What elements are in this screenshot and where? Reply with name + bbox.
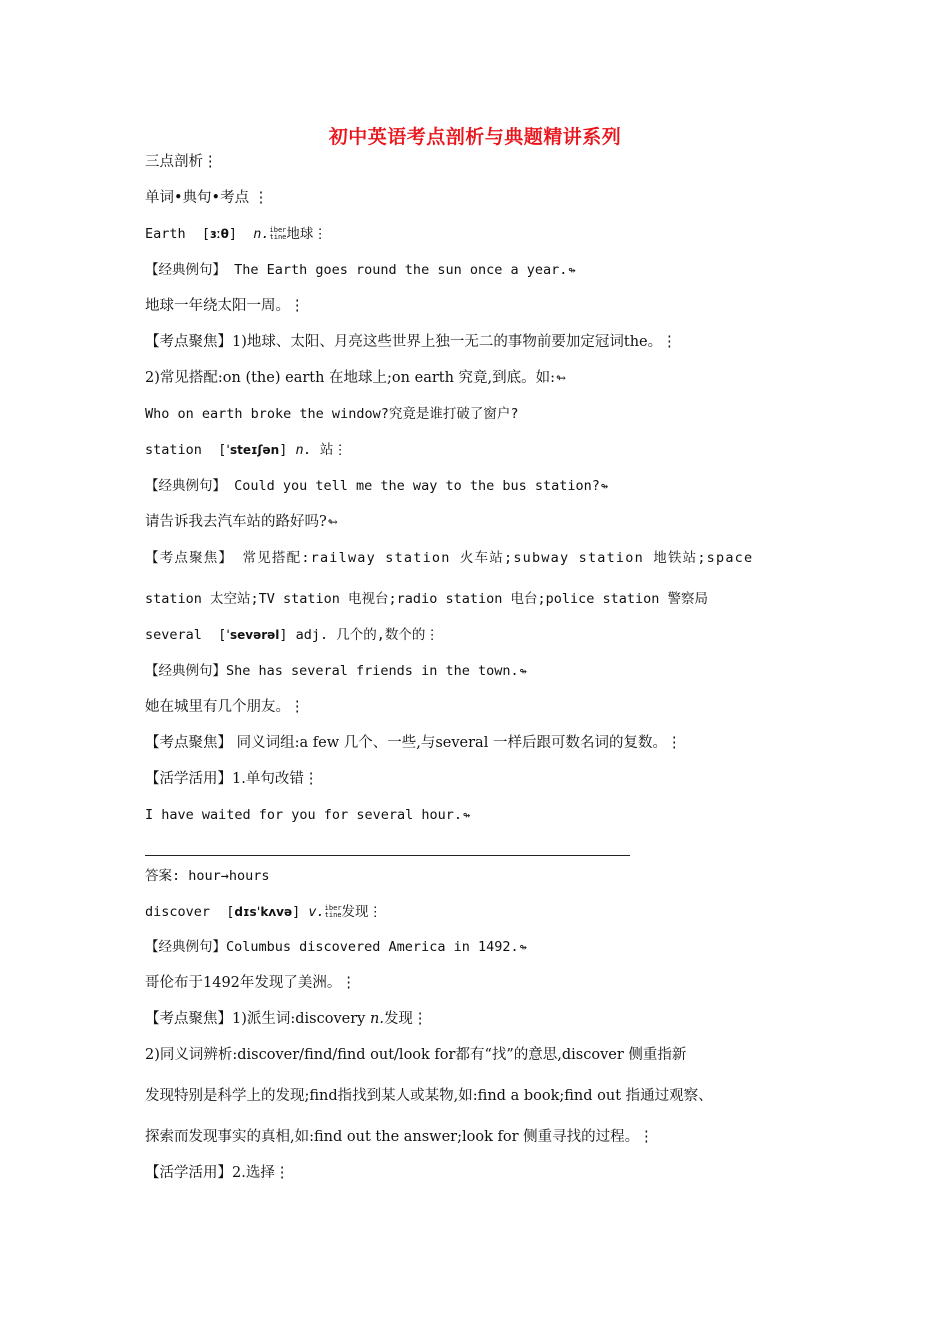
vocab-entry-earth: Earth [ɜːθ] n.iber tine地球⋮: [145, 226, 327, 242]
vocab-word: Earth: [145, 226, 186, 242]
answer-blank-line: [145, 855, 630, 856]
key-point-continued: 探索而发现事实的真相,如:find out the answer;look for 侧重寻找的过程。⋮: [145, 1129, 654, 1145]
example-sentence: Who on earth broke the window?究竟是谁打破了窗户?: [145, 406, 519, 422]
key-point-continued: 发现特别是科学上的发现;find指找到某人或某物,如:find a book;find out 指通过观察、: [145, 1088, 713, 1104]
part-of-speech: v.: [308, 904, 325, 920]
phonetic: ˈsteɪʃən: [226, 443, 280, 457]
definition: 发现⋮: [341, 904, 383, 920]
key-point: 【考点聚焦】1)派生词:discovery n.发现⋮: [145, 1011, 428, 1027]
vocab-word: discover: [145, 904, 211, 920]
superscript-note: iber tine: [324, 904, 342, 919]
key-point: 【考点聚焦】 常见搭配:railway station 火车站;subway station 地铁站;space: [145, 550, 754, 566]
part-of-speech: n.: [369, 1011, 384, 1027]
vocab-entry-station: station [ˈsteɪʃən] n. 站⋮: [145, 442, 347, 458]
part-of-speech: n.: [295, 442, 312, 458]
vocab-entry-several: several [ˈsevərəl] adj. 几个的,数个的⋮: [145, 627, 439, 643]
link-mark-icon: ↬: [556, 371, 567, 385]
practice-sentence: I have waited for you for several hour.↬: [145, 807, 471, 823]
definition: 地球⋮: [286, 226, 327, 242]
vocab-word: station: [145, 442, 202, 458]
practice-heading: 【活学活用】1.单句改错⋮: [145, 771, 319, 787]
vocab-entry-discover: discover [dɪsˈkʌvə] v.iber tine发现⋮: [145, 904, 383, 920]
example-translation: 请告诉我去汽车站的路好吗?↬: [145, 514, 338, 530]
example-translation: 地球一年绕太阳一周。⋮: [145, 298, 305, 314]
link-mark-icon: ↬: [519, 664, 527, 678]
link-mark-icon: ↬: [327, 515, 338, 529]
practice-heading: 【活学活用】2.选择⋮: [145, 1165, 290, 1181]
section-heading: 三点剖析⋮: [145, 154, 218, 170]
key-point-continued: station 太空站;TV station 电视台;radio station 电台;police station 警察局: [145, 591, 709, 607]
example-translation: 哥伦布于1492年发现了美洲。⋮: [145, 975, 356, 991]
example-sentence: 【经典例句】 Could you tell me the way to the bus station?↬: [145, 478, 609, 494]
example-sentence: 【经典例句】She has several friends in the town.↬: [145, 663, 527, 679]
subsection-heading: 单词•典句•考点 ⋮: [145, 190, 269, 206]
definition: adj. 几个的,数个的⋮: [295, 627, 439, 643]
superscript-note: iber tine: [269, 226, 287, 241]
key-point-synonyms: 2)同义词辨析:discover/find/find out/look for都有“找”的意思,discover 侧重指新: [145, 1047, 687, 1063]
phonetic: dɪsˈkʌvə: [234, 905, 293, 919]
key-point: 【考点聚焦】 同义词组:a few 几个、一些,与several 一样后跟可数名词的复数。⋮: [145, 735, 682, 751]
link-mark-icon: ↬: [568, 263, 576, 277]
vocab-word: several: [145, 627, 202, 643]
example-sentence: 【经典例句】 The Earth goes round the sun once a year.↬: [145, 262, 576, 278]
key-point-collocation: 2)常见搭配:on (the) earth 在地球上;on earth 究竟,到底。如:↬: [145, 370, 567, 386]
example-translation: 她在城里有几个朋友。⋮: [145, 699, 305, 715]
link-mark-icon: ↬: [600, 479, 609, 493]
link-mark-icon: ↬: [462, 808, 471, 822]
phonetic: ɜːθ: [210, 227, 229, 241]
part-of-speech: n.: [253, 226, 270, 242]
link-mark-icon: ↬: [519, 940, 527, 954]
definition: 站⋮: [319, 442, 347, 458]
phonetic: ˈsevərəl: [226, 628, 280, 642]
example-sentence: 【经典例句】Columbus discovered America in 1492.↬: [145, 939, 527, 955]
key-point: 【考点聚焦】1)地球、太阳、月亮这些世界上独一无二的事物前要加定冠词the。⋮: [145, 334, 677, 350]
answer-line: 答案: hour→hours: [145, 868, 270, 884]
document-title: 初中英语考点剖析与典题精讲系列: [328, 126, 622, 148]
